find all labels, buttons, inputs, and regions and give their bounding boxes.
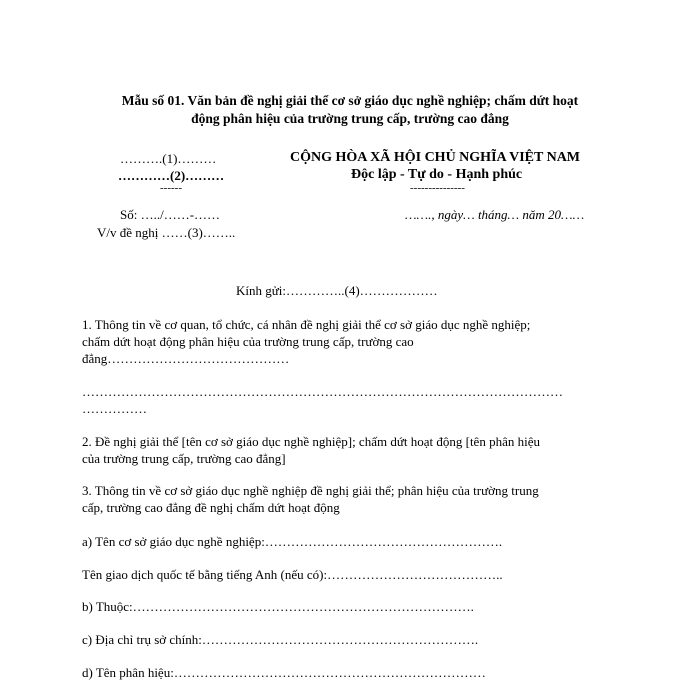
issuer-name-placeholder: …………(2)……… <box>118 168 225 183</box>
field-c-head-office-address: c) Địa chỉ trụ sở chính:………………………………………………………. <box>82 632 479 647</box>
recipient-line: Kính gửi:…………..(4)……………… <box>236 283 438 298</box>
dotted-fill-line: ………………………………………………………………………………………………… <box>82 384 563 399</box>
section-3-line-1: 3. Thông tin về cơ sở giáo dục nghề nghiệp đề nghị giải thể; phân hiệu của trường trung <box>82 483 539 498</box>
document-subject: V/v đề nghị ……(3)…….. <box>97 225 236 240</box>
section-1-line-2: chấm dứt hoạt động phân hiệu của trường trung cấp, trường cao <box>82 334 414 349</box>
section-2-line-2: của trường trung cấp, trường cao đẳng] <box>82 451 286 466</box>
national-motto: Độc lập - Tự do - Hạnh phúc <box>351 167 523 182</box>
section-3-line-2: cấp, trường cao đẳng đề nghị chấm dứt hoạt động <box>82 500 340 515</box>
issuer-parent-placeholder: ……….(1)……… <box>120 151 217 166</box>
issuer-underline: ------ <box>160 182 182 194</box>
dotted-fill-short: …………… <box>82 401 147 416</box>
document-date: ……., ngày… tháng… năm 20…… <box>405 207 585 222</box>
section-1-line-3: đẳng…………………………………… <box>82 351 290 366</box>
document-number: Số: …../……-…… <box>120 207 221 222</box>
field-d-branch-name: d) Tên phân hiệu:……………………………………………………………… <box>82 665 486 680</box>
document-title-line-1: Mẫu số 01. Văn bản đề nghị giải thể cơ sở giáo dục nghề nghiệp; chấm dứt hoạt <box>121 93 579 108</box>
field-a-institution-name: a) Tên cơ sở giáo dục nghề nghiệp:………………………………………………. <box>82 534 503 549</box>
motto-underline: --------------- <box>410 182 465 194</box>
section-2-line-1: 2. Đề nghị giải thể [tên cơ sở giáo dục nghề nghiệp]; chấm dứt hoạt động [tên phân hiệu <box>82 434 540 449</box>
field-b-belongs-to: b) Thuộc:……………………………………………………………………. <box>82 599 474 614</box>
nation-title: CỘNG HÒA XÃ HỘI CHỦ NGHĨA VIỆT NAM <box>290 150 581 165</box>
section-1-line-1: 1. Thông tin về cơ quan, tổ chức, cá nhân đề nghị giải thể cơ sở giáo dục nghề nghiệp; <box>82 317 531 332</box>
document-title-line-2: động phân hiệu của trường trung cấp, trường cao đẳng <box>191 111 509 126</box>
field-english-trade-name: Tên giao dịch quốc tế bằng tiếng Anh (nếu có):………………………………….. <box>82 567 503 582</box>
